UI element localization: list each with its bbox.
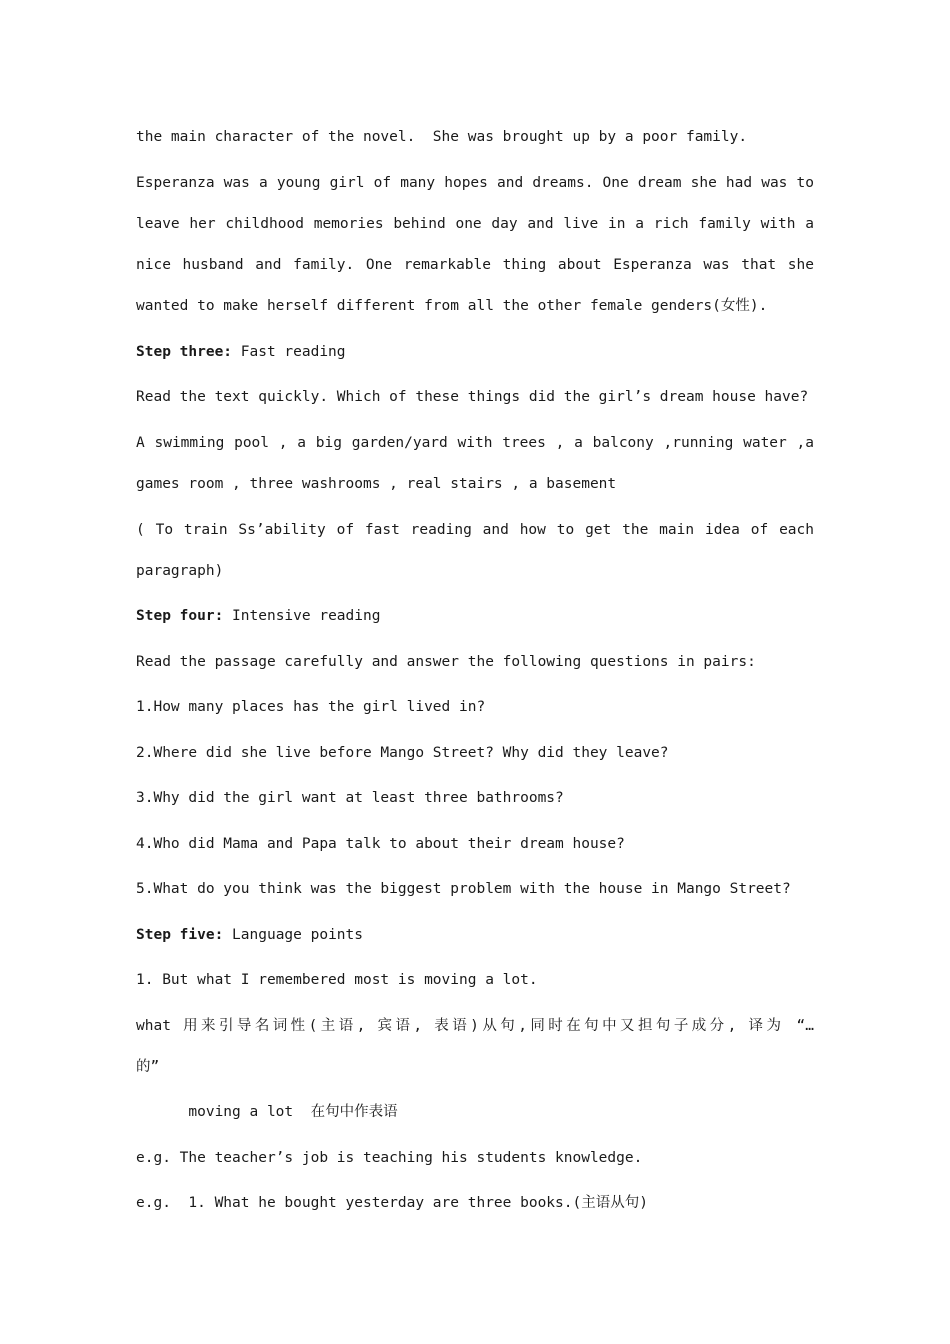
esperanza-paragraph-line: leave her childhood memories behind one day and live in a rich family with a (136, 216, 814, 232)
intensive-reading-instruction: Read the passage carefully and answer the following questions in pairs: (136, 654, 756, 670)
esperanza-paragraph-line: nice husband and family. One remarkable thing about Esperanza was that she (136, 257, 814, 273)
esperanza-paragraph-line: wanted to make herself different from all the other female genders(女性). (136, 298, 768, 314)
step-label: Step five: (136, 927, 224, 943)
question-item: 2.Where did she live before Mango Street? Why did they leave? (136, 745, 669, 761)
purpose-note-line: ( To train Ss’ability of fast reading and how to get the main idea of each (136, 522, 814, 538)
fast-reading-question: Read the text quickly. Which of these things did the girl’s dream house have? (136, 389, 809, 405)
question-item: 1.How many places has the girl lived in? (136, 699, 486, 715)
example-sentence: e.g. The teacher’s job is teaching his students knowledge. (136, 1150, 643, 1166)
step-five-heading (136, 925, 814, 945)
question-item: 3.Why did the girl want at least three bathrooms? (136, 790, 564, 806)
step-title: Intensive reading (223, 608, 381, 624)
dream-house-options-line: games room , three washrooms , real stairs , a basement (136, 476, 617, 492)
step-three-heading (136, 342, 814, 362)
esperanza-paragraph-line: Esperanza was a young girl of many hopes and dreams. One dream she had was to (136, 175, 814, 191)
question-item: 5.What do you think was the biggest problem with the house in Mango Street? (136, 881, 791, 897)
dream-house-options-line: A swimming pool , a big garden/yard with trees , a balcony ,running water ,a (136, 435, 814, 451)
step-label: Step three: (136, 344, 233, 360)
example-sentence: e.g. 1. What he bought yesterday are three books.(主语从句) (136, 1195, 648, 1211)
step-four-heading (136, 606, 814, 626)
purpose-note-line: paragraph) (136, 563, 224, 579)
language-point-note-line: what 用来引导名词性(主语, 宾语, 表语)从句,同时在句中又担句子成分, 译为 “… (136, 1018, 814, 1034)
step-title: Fast reading (232, 344, 346, 360)
question-item: 4.Who did Mama and Papa talk to about their dream house? (136, 836, 625, 852)
language-point-note-line: 的” (136, 1059, 160, 1075)
step-title: Language points (223, 927, 363, 943)
step-label: Step four: (136, 608, 224, 624)
language-point-subnote: moving a lot 在句中作表语 (136, 1104, 398, 1120)
intro-tail-text: the main character of the novel. She was brought up by a poor family. (136, 129, 748, 145)
language-point-1: 1. But what I remembered most is moving a lot. (136, 972, 538, 988)
